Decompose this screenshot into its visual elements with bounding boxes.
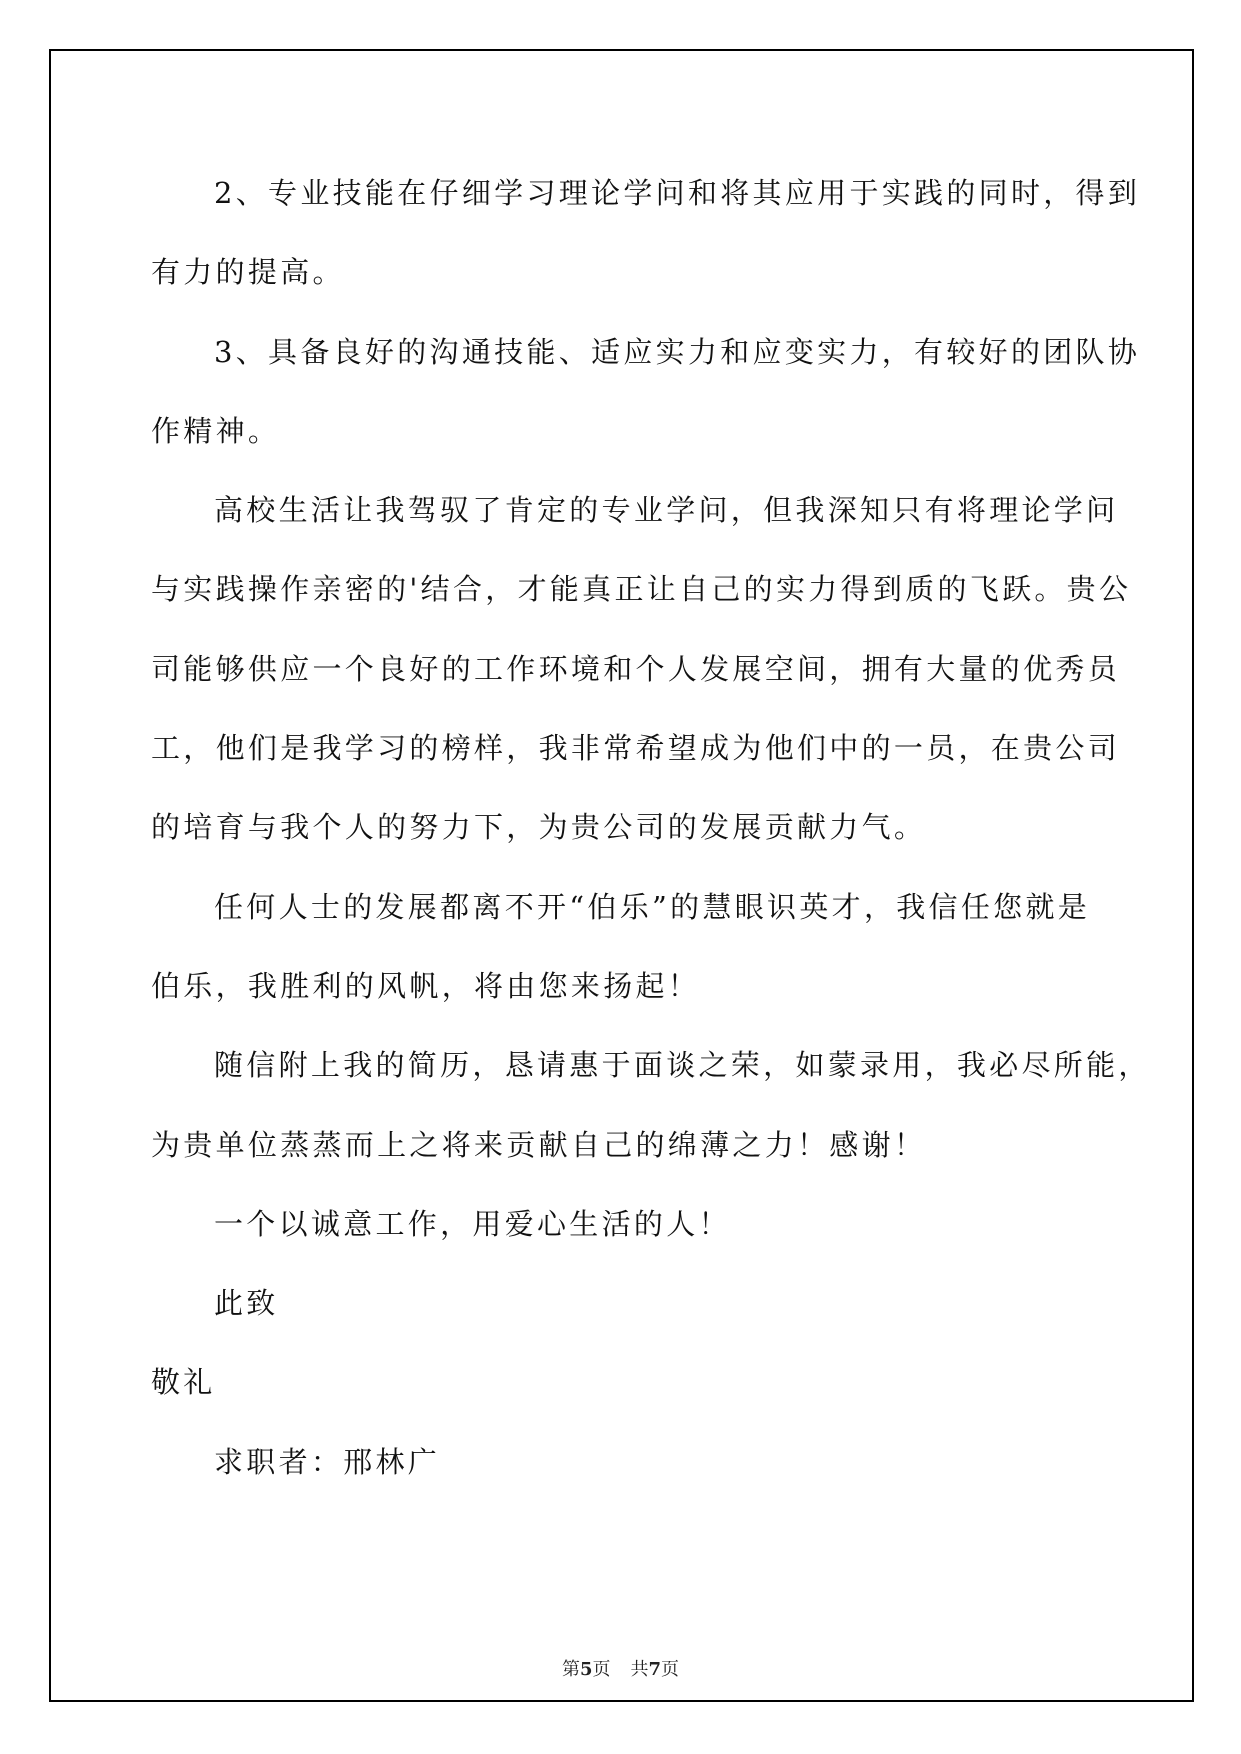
text-line: 一个以诚意工作，用爱心生活的人！: [214, 1206, 731, 1241]
text-line: 高校生活让我驾驭了肯定的专业学问，但我深知只有将理论学问: [214, 493, 1119, 528]
total-suffix: 页: [661, 1659, 680, 1680]
total-prefix: 共: [630, 1659, 649, 1680]
text-line: 伯乐，我胜利的风帆，将由您来扬起！: [151, 968, 701, 1003]
text-line: 随信附上我的简历，恳请惠于面谈之荣，如蒙录用，我必尽所能，: [214, 1048, 1151, 1083]
closing-regards: 敬礼: [151, 1365, 216, 1400]
text-line: 的培育与我个人的努力下，为贵公司的发展贡献力气。: [151, 810, 927, 845]
page-current: 5: [579, 1659, 593, 1680]
text-line: 为贵单位蒸蒸而上之将来贡献自己的绵薄之力！感谢！: [151, 1127, 927, 1162]
text-line: 3、具备良好的沟通技能、适应实力和应变实力，有较好的团队协: [214, 334, 1141, 369]
page-footer: [0, 1655, 1241, 1681]
text-line: 作精神。: [151, 413, 281, 448]
signature-line: 求职者：邢林广: [214, 1444, 441, 1479]
page-suffix: 页: [592, 1659, 611, 1680]
page-prefix: 第: [561, 1659, 580, 1680]
page-total: 7: [648, 1659, 662, 1680]
text-line: 工，他们是我学习的榜样，我非常希望成为他们中的一员，在贵公司: [151, 731, 1121, 766]
text-line: 司能够供应一个良好的工作环境和个人发展空间，拥有大量的优秀员: [151, 651, 1121, 686]
text-line: 有力的提高。: [151, 255, 345, 290]
closing-salutation: 此致: [214, 1286, 279, 1321]
text-line: 2、专业技能在仔细学习理论学问和将其应用于实践的同时，得到: [214, 176, 1141, 210]
text-line: 与实践操作亲密的'结合，才能真正让自己的实力得到质的飞跃。贵公: [151, 572, 1132, 607]
letter-body: [151, 154, 1151, 1502]
text-line: 任何人士的发展都离不开“伯乐”的慧眼识英才，我信任您就是: [214, 889, 1091, 924]
